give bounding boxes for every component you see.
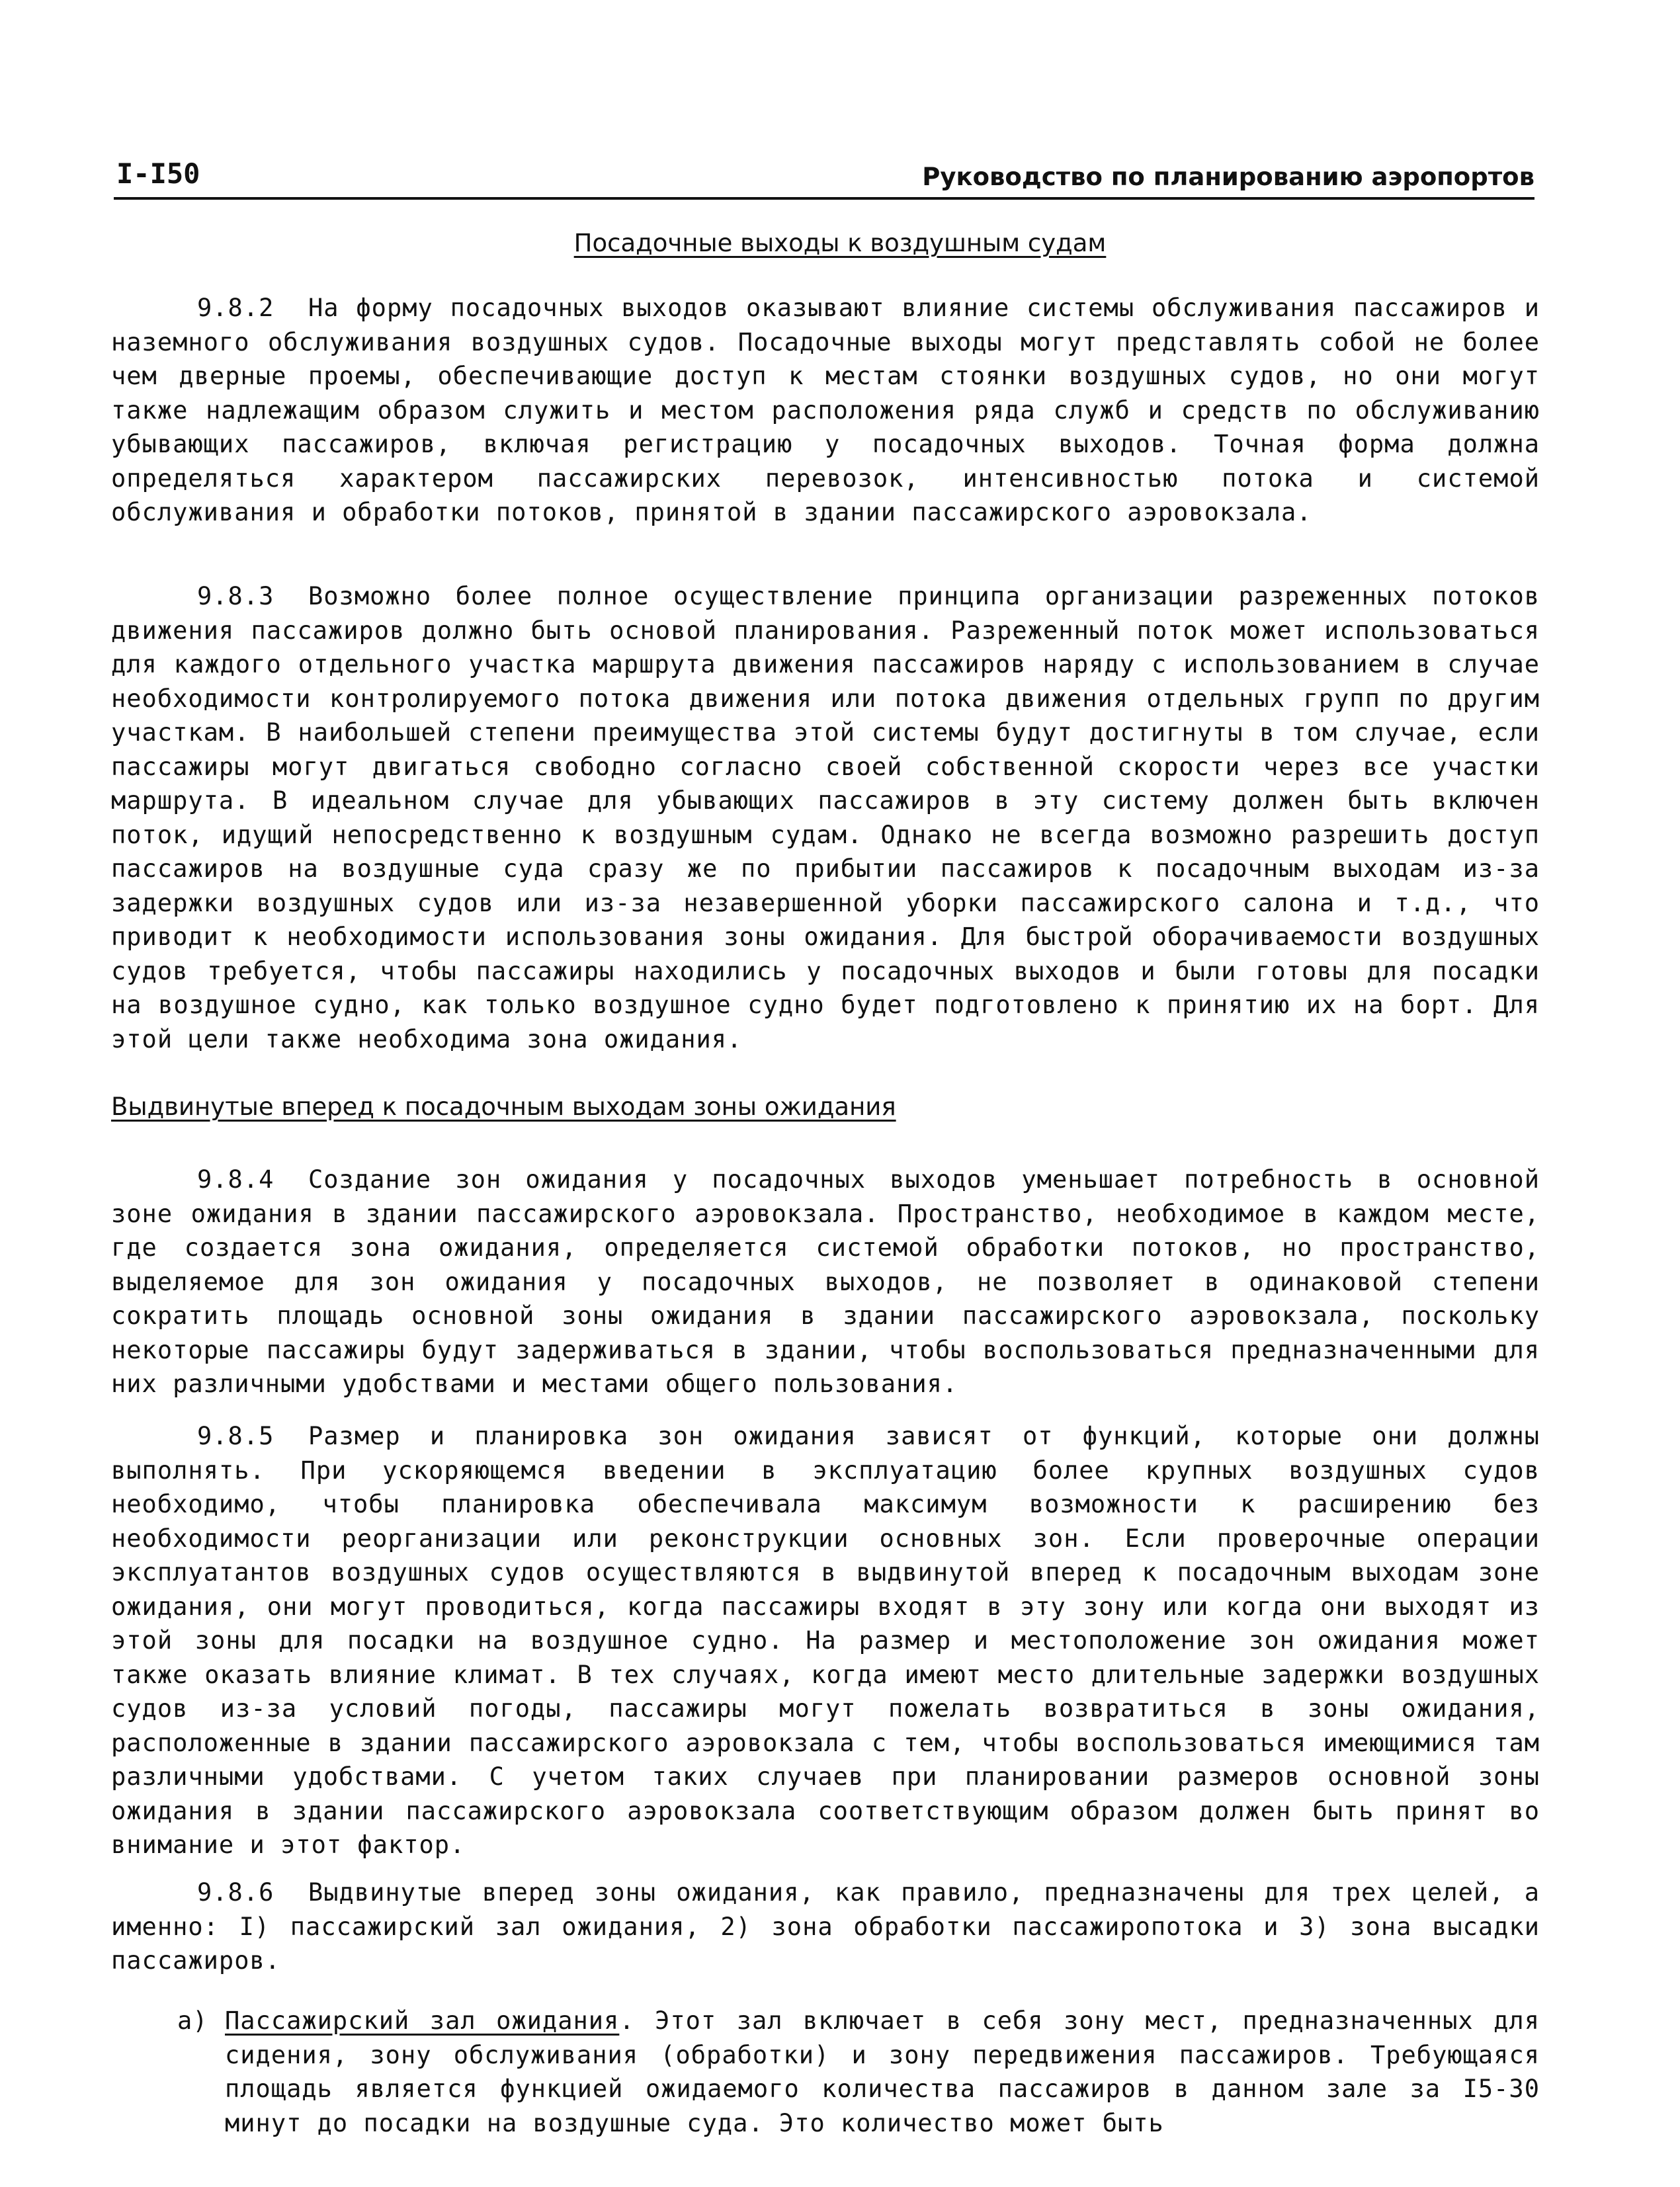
list-text: . Этот зал включает в себя зону мест, предназначенных для сидения, зону обслуживания (обработки) и зону передвижения пассажиров. Требующаяся площадь является функцией ожидаемого количества пассажиров в данном зале за I5-30 минут до посадки на воздушные суда. Это количество может быть (225, 2006, 1540, 2137)
page-number: I-I50 (116, 157, 200, 190)
paragraph-text: Возможно более полное осуществление принципа организации разреженных потоков движения пассажиров должно быть основой планирования. Разреженный поток может использоваться для каждого отдельного участка маршрута движения пассажиров наряду с использованием в случае необходимости контролируемого потока движения или потока движения отдельных групп по другим участкам. В наибольшей степени преимущества этой системы будут достигнуты в том случае, если пассажиры могут двигаться свободно согласно своей собственной скорости через все участки маршрута. В идеальном случае для убывающих пассажиров в эту систему должен быть включен поток, идущий непосредственно к воздушным судам. Однако не всегда возможно разрешить доступ пассажиров на воздушные суда сразу же по прибытии пассажиров к посадочным выходам из-за задержки воздушных судов или из-за незавершенной уборки пассажирского салона и т.д., что приводит к необходимости использования зоны ожидания. Для быстрой оборачиваемости воздушных судов требуется, чтобы пассажиры находились у посадочных выходов и были готовы для посадки на воздушное судно, как только воздушное судно будет подготовлено к принятию их на борт. Для этой цели также необходима зона ожидания. (111, 582, 1540, 1053)
paragraph-number: 9.8.4 (197, 1165, 274, 1194)
paragraph-text: Выдвинутые вперед зоны ожидания, как правило, предназначены для трех целей, а именно: I) пассажирский зал ожидания, 2) зона обработки пассажиропотока и 3) зона высадки пассажиров. (111, 1878, 1540, 1975)
paragraph-9-8-5 (111, 1419, 1540, 1862)
running-title: Руководство по планированию аэропортов (922, 163, 1534, 191)
paragraph-number: 9.8.2 (197, 294, 274, 322)
paragraph-number: 9.8.5 (197, 1422, 274, 1450)
list-item-a (177, 2004, 1540, 2140)
list-term: Пассажирский зал ожидания (225, 2006, 620, 2035)
subheading (111, 1093, 896, 1121)
paragraph-9-8-2 (111, 291, 1540, 530)
paragraph-9-8-4 (111, 1163, 1540, 1401)
section-title (0, 229, 1680, 257)
paragraph-9-8-3 (111, 579, 1540, 1056)
paragraph-number: 9.8.3 (197, 582, 274, 610)
paragraph-number: 9.8.6 (197, 1878, 274, 1907)
paragraph-text: На форму посадочных выходов оказывают влияние системы обслуживания пассажиров и наземного обслуживания воздушных судов. Посадочные выходы могут представлять собой не более чем дверные проемы, обеспечивающие доступ к местам стоянки воздушных судов, но они могут также надлежащим образом служить и местом расположения ряда служб и средств по обслуживанию убывающих пассажиров, включая регистрацию у посадочных выходов. Точная форма должна определяться характером пассажирских перевозок, интенсивностью потока и системой обслуживания и обработки потоков, принятой в здании пассажирского аэровокзала. (111, 294, 1540, 526)
paragraph-text: Создание зон ожидания у посадочных выходов уменьшает потребность в основной зоне ожидания в здании пассажирского аэровокзала. Пространство, необходимое в каждом месте, где создается зона ожидания, определяется системой обработки потоков, но пространство, выделяемое для зон ожидания у посадочных выходов, не позволяет в одинаковой степени сократить площадь основной зоны ожидания в здании пассажирского аэровокзала, поскольку некоторые пассажиры будут задерживаться в здании, чтобы воспользоваться предназначенными для них различными удобствами и местами общего пользования. (111, 1165, 1540, 1398)
paragraph-9-8-6 (111, 1876, 1540, 1978)
list-marker: а) (177, 2006, 208, 2035)
section-title-text: Посадочные выходы к воздушным судам (573, 229, 1107, 257)
page-header (114, 157, 1534, 200)
paragraph-text: Размер и планировка зон ожидания зависят от функций, которые они должны выполнять. При ускоряющемся введении в эксплуатацию более крупных воздушных судов необходимо, чтобы планировка обеспечивала максимум возможности к расширению без необходимости реорганизации или реконструкции основных зон. Если проверочные операции эксплуатантов воздушных судов осуществляются в выдвинутой вперед к посадочным выходам зоне ожидания, они могут проводиться, когда пассажиры входят в эту зону или когда они выходят из этой зоны для посадки на воздушное судно. На размер и местоположение зон ожидания может также оказать влияние климат. В тех случаях, когда имеют место длительные задержки воздушных судов из-за условий погоды, пассажиры могут пожелать возвратиться в зоны ожидания, расположенные в здании пассажирского аэровокзала с тем, чтобы воспользоваться имеющимися там различными удобствами. С учетом таких случаев при планировании размеров основной зоны ожидания в здании пассажирского аэровокзала соответствующим образом должен быть принят во внимание и этот фактор. (111, 1422, 1540, 1859)
subheading-text: Выдвинутые вперед к посадочным выходам зоны ожидания (111, 1093, 896, 1121)
